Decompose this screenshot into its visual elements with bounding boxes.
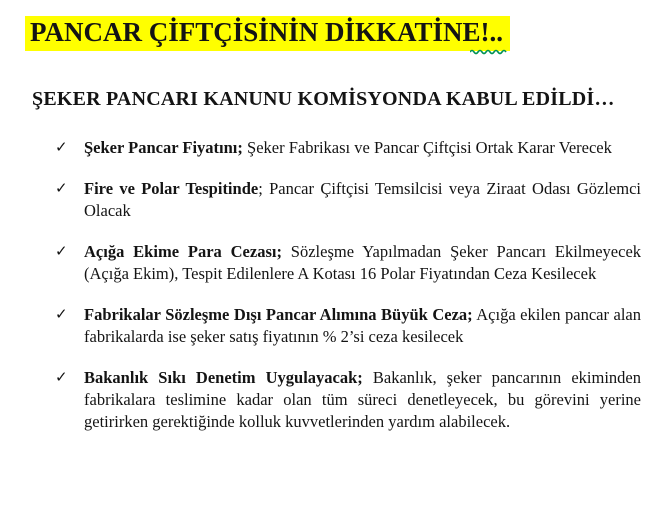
item-text: Sözleşme Yapılmadan Şeker Pancarı Ekilmeyecek (Açığa Ekim), Tespit Edilenlere A Kotası 16 Polar Fiyatından Ceza Kesilecek — [84, 241, 642, 283]
list-item — [28, 304, 641, 348]
checkmark-icon: ✓ — [55, 180, 68, 197]
item-text: Şeker Fabrikası ve Pancar Çiftçisi Ortak Karar Verecek — [242, 137, 612, 157]
checkmark-icon: ✓ — [55, 139, 68, 156]
page-title: PANCAR ÇİFTÇİSİNİN DİKKATİNE!.. — [25, 16, 510, 51]
item-lead: Fire ve Polar Tespitinde — [84, 178, 259, 198]
item-lead: Fabrikalar Sözleşme Dışı Pancar Alımına Büyük Ceza; — [84, 304, 473, 324]
subtitle: ŞEKER PANCARI KANUNU KOMİSYONDA KABUL EDİLDİ… — [32, 87, 615, 110]
checkmark-icon: ✓ — [55, 306, 68, 323]
item-lead: Şeker Pancar Fiyatını; — [84, 137, 243, 157]
item-lead: Bakanlık Sıkı Denetim Uygulayacak; — [84, 367, 363, 387]
item-text: Açığa ekilen pancar alan fabrikalarda ise şeker satış fiyatının % 2’si ceza kesilecek — [84, 304, 641, 346]
item-lead: Açığa Ekime Para Cezası; — [84, 241, 282, 261]
list-item — [28, 137, 641, 159]
checkmark-icon: ✓ — [55, 369, 68, 386]
spellcheck-squiggle-icon — [470, 49, 508, 55]
item-text: Bakanlık, şeker pancarının ekiminden fabrikalara teslimine kadar olan tüm süreci denetleyecek, bu görevini yerine getirirken gerektiğinde kolluk kuvvetlerinden yardım alabilecek. — [84, 367, 641, 431]
list-item — [28, 241, 641, 285]
list-item — [28, 367, 641, 433]
bullet-list — [28, 137, 641, 433]
checkmark-icon: ✓ — [55, 243, 68, 260]
list-item — [28, 178, 641, 222]
title-row — [25, 16, 510, 51]
item-text: ; Pancar Çiftçisi Temsilcisi veya Ziraat Odası Gözlemci Olacak — [84, 178, 641, 220]
